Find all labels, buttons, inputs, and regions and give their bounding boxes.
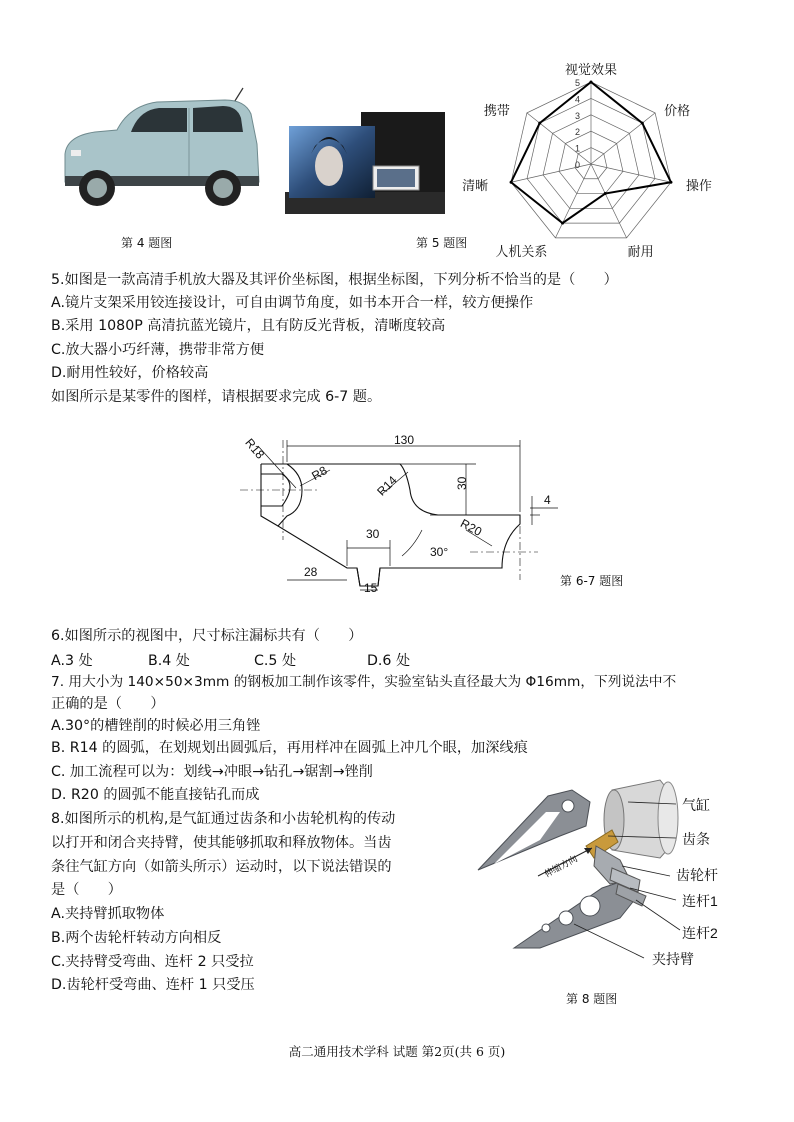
- radar-axis-label: 操作: [685, 178, 712, 194]
- radar-scale-label: 2: [575, 127, 581, 138]
- q8-stem-line3: 条往气缸方向（如箭头所示）运动时，以下说法错误的: [51, 859, 392, 875]
- q6-option-d: D.6 处: [367, 653, 411, 669]
- cylinder-shape: [604, 780, 678, 858]
- q7-stem-line1: 7. 用大小为 140×50×3mm 的钢板加工制作该零件，实验室钻头直径最大为 Φ16mm，下列说法中不: [51, 674, 677, 690]
- label-gear-rod: 齿轮杆: [676, 867, 718, 883]
- radar-axis-label: 价格: [664, 102, 691, 118]
- radar-point: [604, 192, 607, 195]
- q8-stem-line1: 8.如图所示的机构,是气缸通过齿条和小齿轮机构的传动: [51, 811, 396, 827]
- q5-option-a: A.镜片支架采用铰连接设计，可自由调节角度，如书本开合一样，较方便操作: [51, 295, 534, 311]
- q6-option-c: C.5 处: [254, 653, 297, 669]
- intro-6-7: 如图所示是某零件的图样，请根据要求完成 6-7 题。: [51, 389, 382, 405]
- label-cylinder: 气缸: [682, 797, 710, 813]
- q8-option-c: C.夹持臂受弯曲、连杆 2 只受拉: [51, 954, 254, 970]
- q5-stem: 5.如图是一款高清手机放大器及其评价坐标图，根据坐标图，下列分析不恰当的是（ ）: [51, 272, 618, 288]
- dim-28: 28: [304, 565, 318, 579]
- dim-30-horizontal: 30: [366, 527, 380, 541]
- radar-point: [561, 222, 564, 225]
- radar-point: [641, 122, 644, 125]
- q7-option-a: A.30°的槽锉削的时候必用三角锉: [51, 718, 261, 734]
- dim-r18: R18: [242, 435, 268, 462]
- radar-point: [669, 181, 672, 184]
- radar-axis-label: 视觉效果: [564, 62, 618, 77]
- q7-option-b: B. R14 的圆弧，在划规划出圆弧后，再用样冲在圆弧上冲几个眼，加深线痕: [51, 740, 528, 756]
- dim-130: 130: [394, 433, 415, 447]
- radar-scale-label: 1: [575, 143, 581, 154]
- radar-point: [538, 122, 541, 125]
- radar-point: [510, 181, 513, 184]
- dim-r14: R14: [374, 473, 400, 499]
- fig8-caption: 第 8 题图: [566, 992, 618, 1006]
- label-rack: 齿条: [682, 831, 710, 847]
- fig67-caption: 第 6-7 题图: [560, 574, 624, 588]
- q6-option-a: A.3 处: [51, 653, 93, 669]
- dim-r8: R8: [309, 463, 330, 484]
- q6-option-b: B.4 处: [148, 653, 190, 669]
- q8-stem-line4: 是（ ）: [51, 882, 122, 898]
- q8-option-a: A.夹持臂抓取物体: [51, 906, 165, 922]
- dim-4: 4: [544, 493, 551, 507]
- q7-stem-line2: 正确的是（ ）: [51, 696, 165, 712]
- dim-r20: R20: [458, 516, 485, 539]
- radar-axis: [591, 164, 627, 238]
- radar-scale-label: 4: [575, 94, 581, 105]
- q5-option-d: D.耐用性较好，价格较高: [51, 365, 209, 381]
- page-footer: 高二通用技术学科 试题 第2页(共 6 页): [288, 1044, 506, 1059]
- radar-scale-label: 0: [575, 160, 581, 170]
- q6-stem: 6.如图所示的视图中，尺寸标注漏标共有（ ）: [51, 628, 363, 644]
- q8-option-b: B.两个齿轮杆转动方向相反: [51, 930, 222, 946]
- radar-axis-label: 携带: [483, 102, 510, 118]
- q5-option-c: C.放大器小巧纤薄，携带非常方便: [51, 342, 265, 358]
- dim-15: 15: [364, 581, 378, 595]
- mech-arrow-text: 伸缩方向: [542, 853, 580, 880]
- q8-stem-line2: 以打开和闭合夹持臂，使其能够抓取和释放物体。当齿: [51, 835, 392, 851]
- q8-option-d: D.齿轮杆受弯曲、连杆 1 只受压: [51, 977, 255, 993]
- radar-axis-label: 人机关系: [495, 243, 548, 259]
- fig5-caption: 第 5 题图: [416, 236, 468, 250]
- q5-option-b: B.采用 1080P 高清抗蓝光镜片，且有防反光背板，清晰度较高: [51, 318, 446, 334]
- q7-option-d: D. R20 的圆弧不能直接钻孔而成: [51, 787, 260, 803]
- radar-axis-label: 耐用: [627, 243, 654, 259]
- q7-option-c: C. 加工流程可以为：划线→冲眼→钻孔→锯割→锉削: [51, 764, 373, 780]
- car-image: [47, 84, 275, 216]
- label-arm: 夹持臂: [652, 951, 694, 967]
- dim-30-degree: 30°: [430, 545, 449, 559]
- radar-chart: [462, 60, 714, 259]
- radar-point: [590, 81, 593, 84]
- radar-axis-label: 清晰: [462, 178, 489, 194]
- part-drawing: [225, 428, 570, 598]
- gripper-mechanism: [465, 774, 765, 984]
- radar-scale-label: 5: [575, 78, 581, 88]
- radar-axis: [555, 164, 591, 238]
- label-link2: 连杆2: [682, 925, 718, 941]
- dim-30-vertical: 30: [455, 476, 469, 490]
- magnifier-image: [281, 106, 449, 222]
- label-link1: 连杆1: [682, 893, 718, 909]
- fig4-caption: 第 4 题图: [121, 236, 173, 250]
- radar-scale-label: 3: [575, 110, 581, 121]
